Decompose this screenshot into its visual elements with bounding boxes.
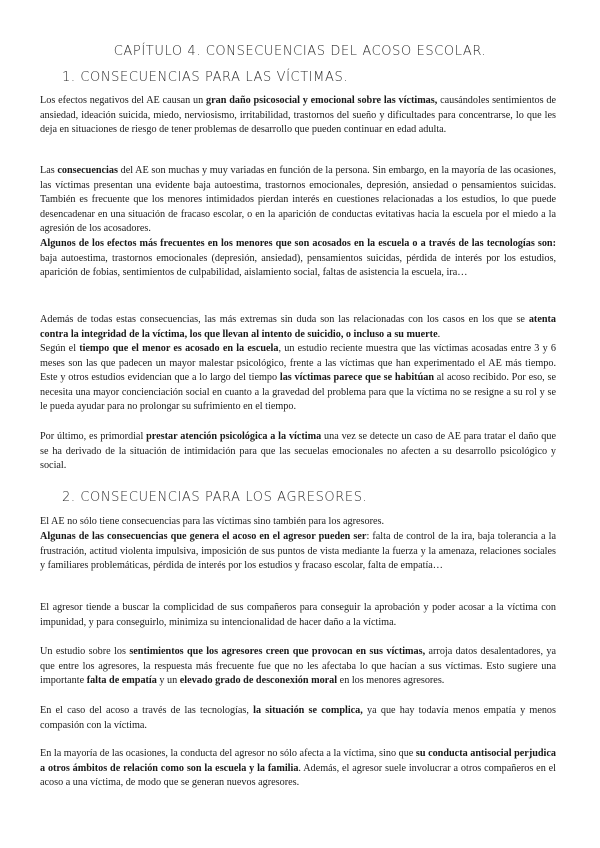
body-text: arroja datos desalentadores, ya que entre los agresores, la respuesta más frecuente fue que no les afectaba lo que hacían a sus víctimas. Esto sugiere una importante <box>40 646 557 687</box>
emphasis-text: prestar atención psicológica a la víctima <box>146 431 322 442</box>
emphasis-text: gran daño psicosocial y emocional sobre las víctimas, <box>206 95 438 106</box>
emphasis-text: consecuencias <box>57 165 118 176</box>
body-text: . Además, el agresor suele involucrar a otros compañeros en el acoso a una víctima, de modo que se generan nuevos agresores. <box>40 762 556 789</box>
body-text: en los menores agresores. <box>337 675 445 687</box>
body-text: El AE no sólo tiene consecuencias para las víctimas sino también para los agresores. <box>40 516 385 527</box>
body-text: En la mayoría de las ocasiones, la conducta del agresor no sólo afecta a la víctima, sino que <box>40 748 416 759</box>
emphasis-text: tiempo que el menor es acosado en la escuela <box>79 343 279 354</box>
body-text: El agresor tiende a buscar la complicidad de sus compañeros para conseguir la aprobación y poder acosar a la víctima con impunidad, y para conseguirlo, minimiza su intencionalidad de hacer daño a la víctima. <box>40 602 556 628</box>
emphasis-text: Algunas de las consecuencias que genera el acoso en el agresor pueden ser <box>40 531 367 542</box>
emphasis-text: las víctimas parece que se habitúan <box>279 372 435 384</box>
emphasis-text: Algunos de los efectos más frecuentes en los menores que son acosados en la escuela o a través de las tecnologías son: <box>40 238 556 249</box>
paragraph <box>40 747 556 791</box>
body-text: . <box>437 328 441 340</box>
body-text: Las <box>40 165 58 176</box>
paragraph <box>40 704 556 733</box>
emphasis-text: la situación se complica, <box>253 705 363 716</box>
chapter-title: CAPÍTULO 4. CONSECUENCIAS DEL ACOSO ESCOLAR. <box>113 44 487 59</box>
paragraph <box>40 164 556 237</box>
body-text: al acoso recibido. Por eso, se necesita una mayor concienciación social en cuanto a la gravedad del problema para que la víctima no se resigne a su rol y se le pueda ayudar para no prolongar su sufrimiento en el tiempo. <box>40 372 556 413</box>
body-text: baja autoestima, trastornos emocionales (depresión, ansiedad), pensamientos suicidas, pérdida de interés por los estudios, aparición de fobias, sentimientos de culpabilidad, aislamiento social, faltas de asistencia la escuela, ira… <box>40 252 556 279</box>
paragraph <box>40 313 556 342</box>
body-text: Según el <box>40 343 80 354</box>
paragraph <box>40 601 556 630</box>
body-text: Los efectos negativos del AE causan un <box>40 95 207 106</box>
emphasis-text: elevado grado de desconexión moral <box>179 675 338 687</box>
paragraph <box>40 530 556 574</box>
body-text: : falta de control de la ira, baja tolerancia a la frustración, actitud violenta impulsiva, imposición de sus puntos de vista mediante la fuerza y la amenaza, relaciones sociales y familiares problemáticas, pérdida de interés por los estudios y fracaso escolar, falta de empatía… <box>40 531 556 572</box>
body-text: En el caso del acoso a través de las tecnologías, <box>40 705 254 716</box>
paragraph <box>40 342 556 415</box>
emphasis-text: atenta contra la integridad de la víctima, los que llevan al intento de suicidio, o incluso a su muerte <box>40 314 556 340</box>
paragraph <box>40 645 556 689</box>
emphasis-text: falta de empatía <box>86 675 157 687</box>
body-text: Además de todas estas consecuencias, las más extremas sin duda son las relacionadas con los casos en los que se <box>40 314 529 325</box>
body-text: una vez se detecte un caso de AE para tratar el daño que se ha derivado de la situación de intimidación para que las secuelas emocionales no afecten a su desarrollo psicológico y social. <box>40 431 557 472</box>
emphasis-text: su conducta antisocial perjudica a otros ámbitos de relación como son la escuela y la familia <box>40 748 556 774</box>
paragraph <box>40 430 556 474</box>
paragraph <box>40 237 556 281</box>
body-text: , un estudio reciente muestra que las víctimas acosadas entre 3 y 6 meses son las que padecen un mayor malestar psicológico, frente a las víctimas que han experimentado el AE más tiempo. Este y otros estudios evidencian que a lo largo del tiempo <box>40 343 556 384</box>
section-heading-victims: 1. CONSECUENCIAS PARA LAS VÍCTIMAS. <box>62 70 349 85</box>
body-text: Por último, es primordial <box>40 431 147 442</box>
emphasis-text: sentimientos que los agresores creen que provocan en sus víctimas, <box>129 646 426 657</box>
body-text: causándoles sentimientos de ansiedad, ideación suicida, miedo, nerviosismo, irritabilidad, trastornos del sueño y dificultades para concentrarse, lo que les deja en situaciones de riesgo de tener problemas de desarrollo que pueden continuar en edad adulta. <box>40 95 556 136</box>
paragraph <box>40 515 556 530</box>
section-heading-aggressors: 2. CONSECUENCIAS PARA LOS AGRESORES. <box>62 490 368 505</box>
body-text: y un <box>156 675 180 687</box>
body-text: ya que hay todavía menos empatía y menos compasión con la víctima. <box>40 705 556 731</box>
body-text: del AE son muchas y muy variadas en función de la persona. Sin embargo, en la mayoría de las ocasiones, las víctimas presentan una evidente baja autoestima, trastornos emocionales, depresión, ansiedad o pensamientos suicidas. También es frecuente que los menores intimidados pierdan interés en cuestiones relacionadas a los estudios, lo que puede desencadenar en una situación de fracaso escolar, o en la aparición de conductas evitativas hacia la escuela por el miedo a la agresión de los acosadores. <box>40 165 556 235</box>
paragraph <box>40 94 556 138</box>
body-text: Un estudio sobre los <box>40 646 130 657</box>
